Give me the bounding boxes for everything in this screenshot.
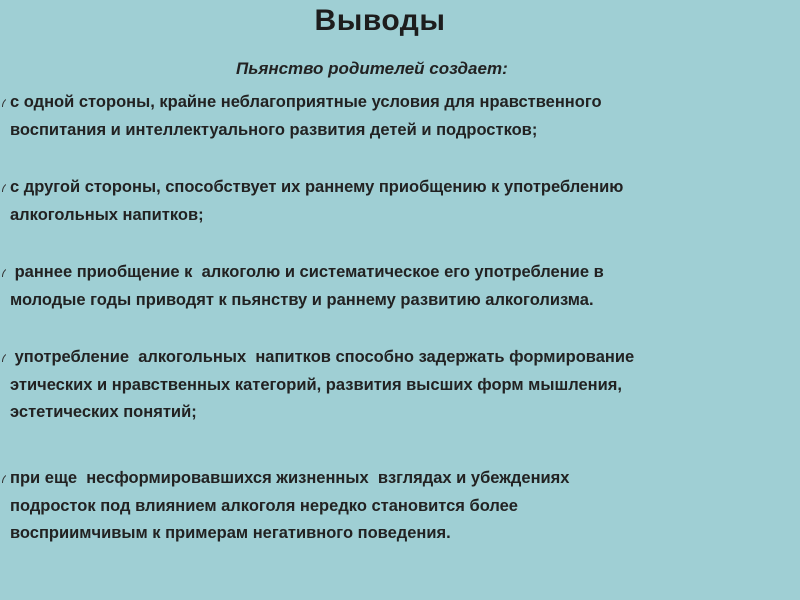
list-item [0, 344, 790, 427]
feather-bullet-icon [1, 99, 7, 108]
list-item-text: подросток под влиянием алкоголя нередко становится более [10, 496, 518, 515]
list-item-text: при еще несформировавшихся жизненных взглядах и убеждениях [10, 469, 570, 487]
feather-bullet-icon [1, 269, 7, 278]
list-item [0, 465, 790, 548]
list-item-text: восприимчивым к примерам негативного поведения. [10, 524, 451, 542]
list-item-text: этических и нравственных категорий, развития высших форм мышления, [10, 375, 622, 394]
list-item-text: с одной стороны, крайне неблагоприятные условия для нравственного [10, 93, 602, 111]
list-item [0, 259, 790, 314]
slide-title: Выводы [314, 4, 446, 37]
list-item-text: с другой стороны, способствует их раннему приобщению к употреблению [10, 178, 624, 196]
list-item [0, 89, 790, 144]
list-item-text: раннее приобщение к алкоголю и систематическое его употребление в [10, 263, 604, 281]
feather-bullet-icon [1, 354, 7, 363]
list-item [0, 174, 790, 229]
feather-bullet-icon [1, 475, 7, 484]
list-item-text: употребление алкогольных напитков способно задержать формирование [10, 348, 635, 366]
list-item-text: воспитания и интеллектуального развития детей и подростков; [10, 120, 538, 139]
list-item-text: молодые годы приводят к пьянству и раннему развитию алкоголизма. [10, 290, 594, 309]
slide-subtitle: Пьянство родителей создает: [236, 59, 508, 78]
list-item-text: эстетических понятий; [10, 403, 197, 421]
feather-bullet-icon [1, 184, 7, 193]
list-item-text: алкогольных напитков; [10, 205, 204, 224]
